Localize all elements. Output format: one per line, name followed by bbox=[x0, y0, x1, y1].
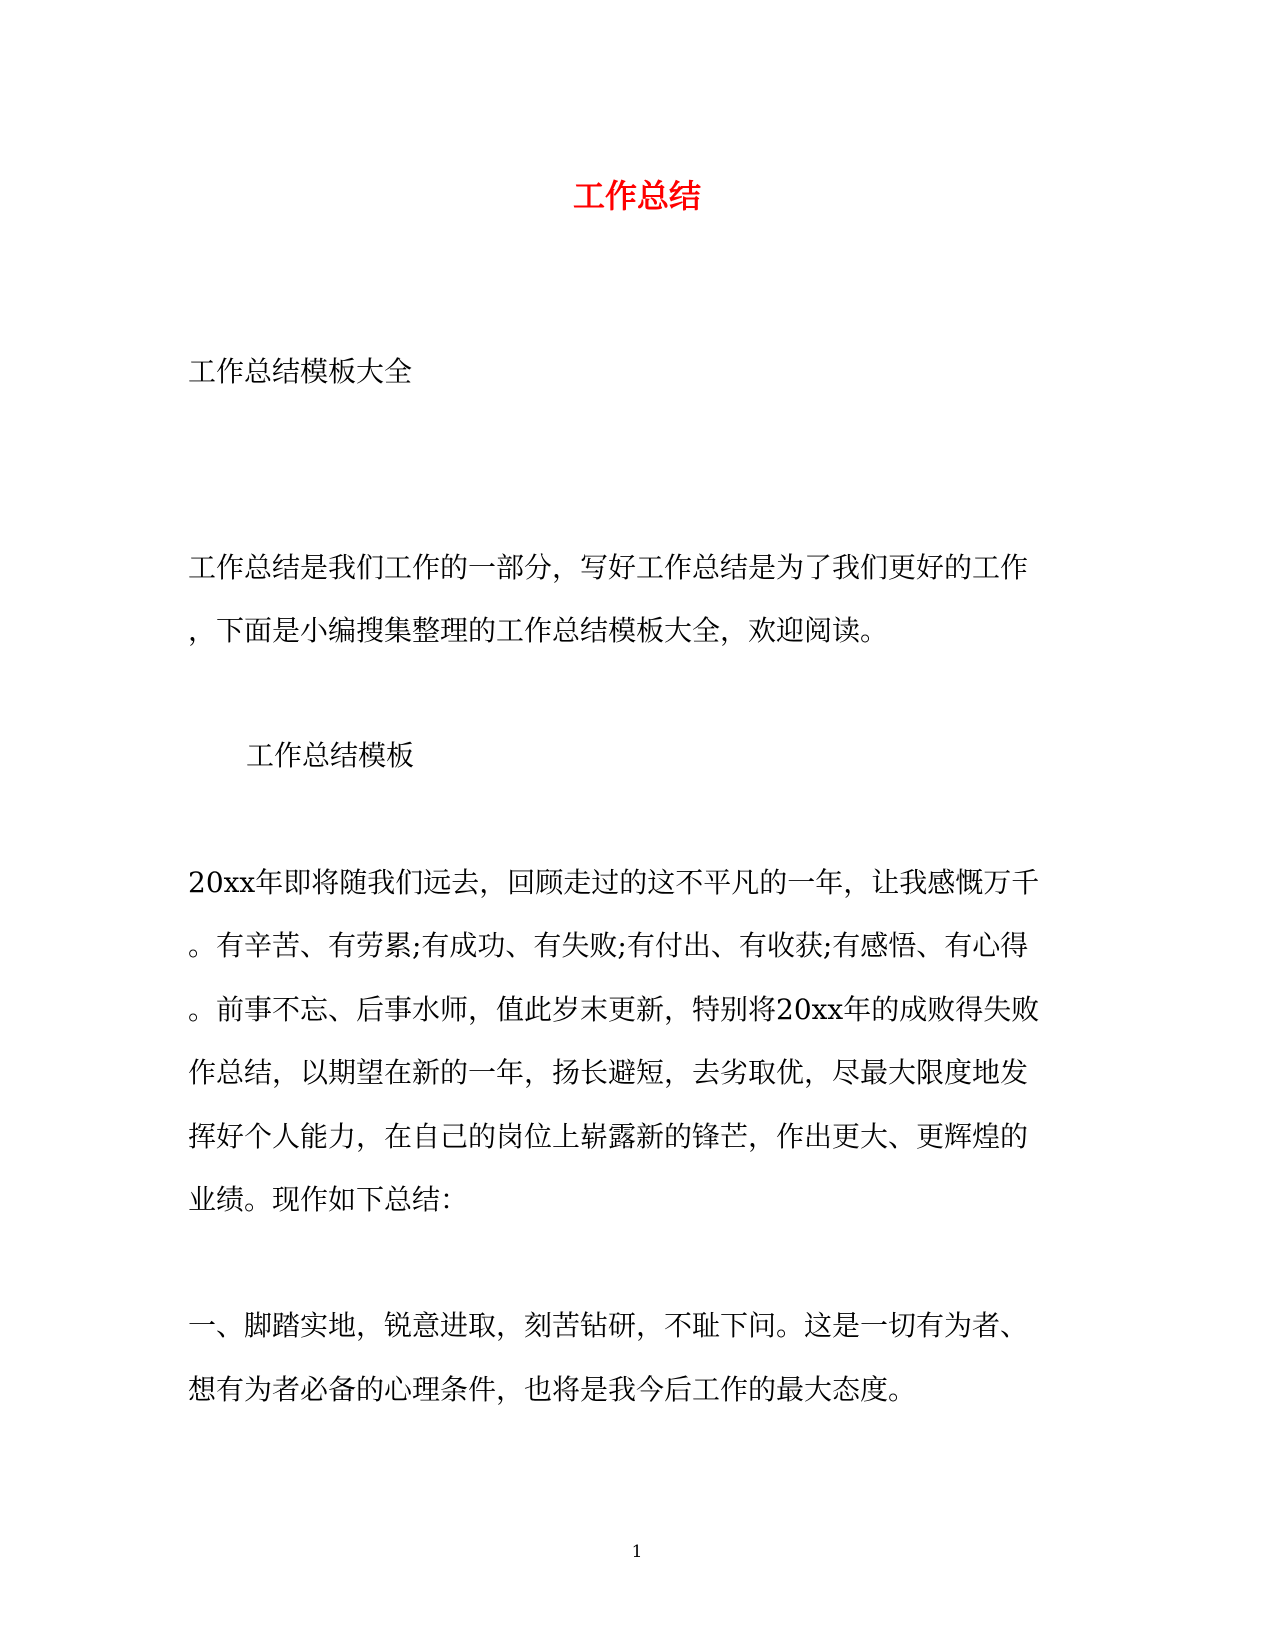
body-line: 业绩。现作如下总结： bbox=[188, 1183, 469, 1216]
section-heading: 工作总结模板大全 bbox=[188, 355, 413, 388]
intro-line: ，下面是小编搜集整理的工作总结模板大全，欢迎阅读。 bbox=[188, 614, 889, 647]
document-title: 工作总结 bbox=[572, 177, 701, 215]
intro-line: 工作总结是我们工作的一部分，写好工作总结是为了我们更好的工作 bbox=[188, 551, 1029, 584]
body-line: 。有辛苦、有劳累;有成功、有失败;有付出、有收获;有感悟、有心得 bbox=[188, 929, 1029, 962]
template-subheading: 工作总结模板 bbox=[246, 739, 415, 772]
point-one-line: 想有为者必备的心理条件，也将是我今后工作的最大态度。 bbox=[188, 1373, 917, 1406]
body-line: 作总结，以期望在新的一年，扬长避短，去劣取优，尽最大限度地发 bbox=[188, 1056, 1029, 1089]
point-one-line: 一、脚踏实地，锐意进取，刻苦钻研，不耻下问。这是一切有为者、 bbox=[188, 1309, 1029, 1342]
body-line: 20xx年即将随我们远去，回顾走过的这不平凡的一年，让我感慨万千 bbox=[188, 866, 1040, 899]
body-line: 。前事不忘、后事水师，值此岁末更新，特别将20xx年的成败得失败 bbox=[188, 993, 1040, 1026]
body-line: 挥好个人能力，在自己的岗位上崭露新的锋芒，作出更大、更辉煌的 bbox=[188, 1120, 1029, 1153]
page-number: 1 bbox=[631, 1542, 643, 1562]
